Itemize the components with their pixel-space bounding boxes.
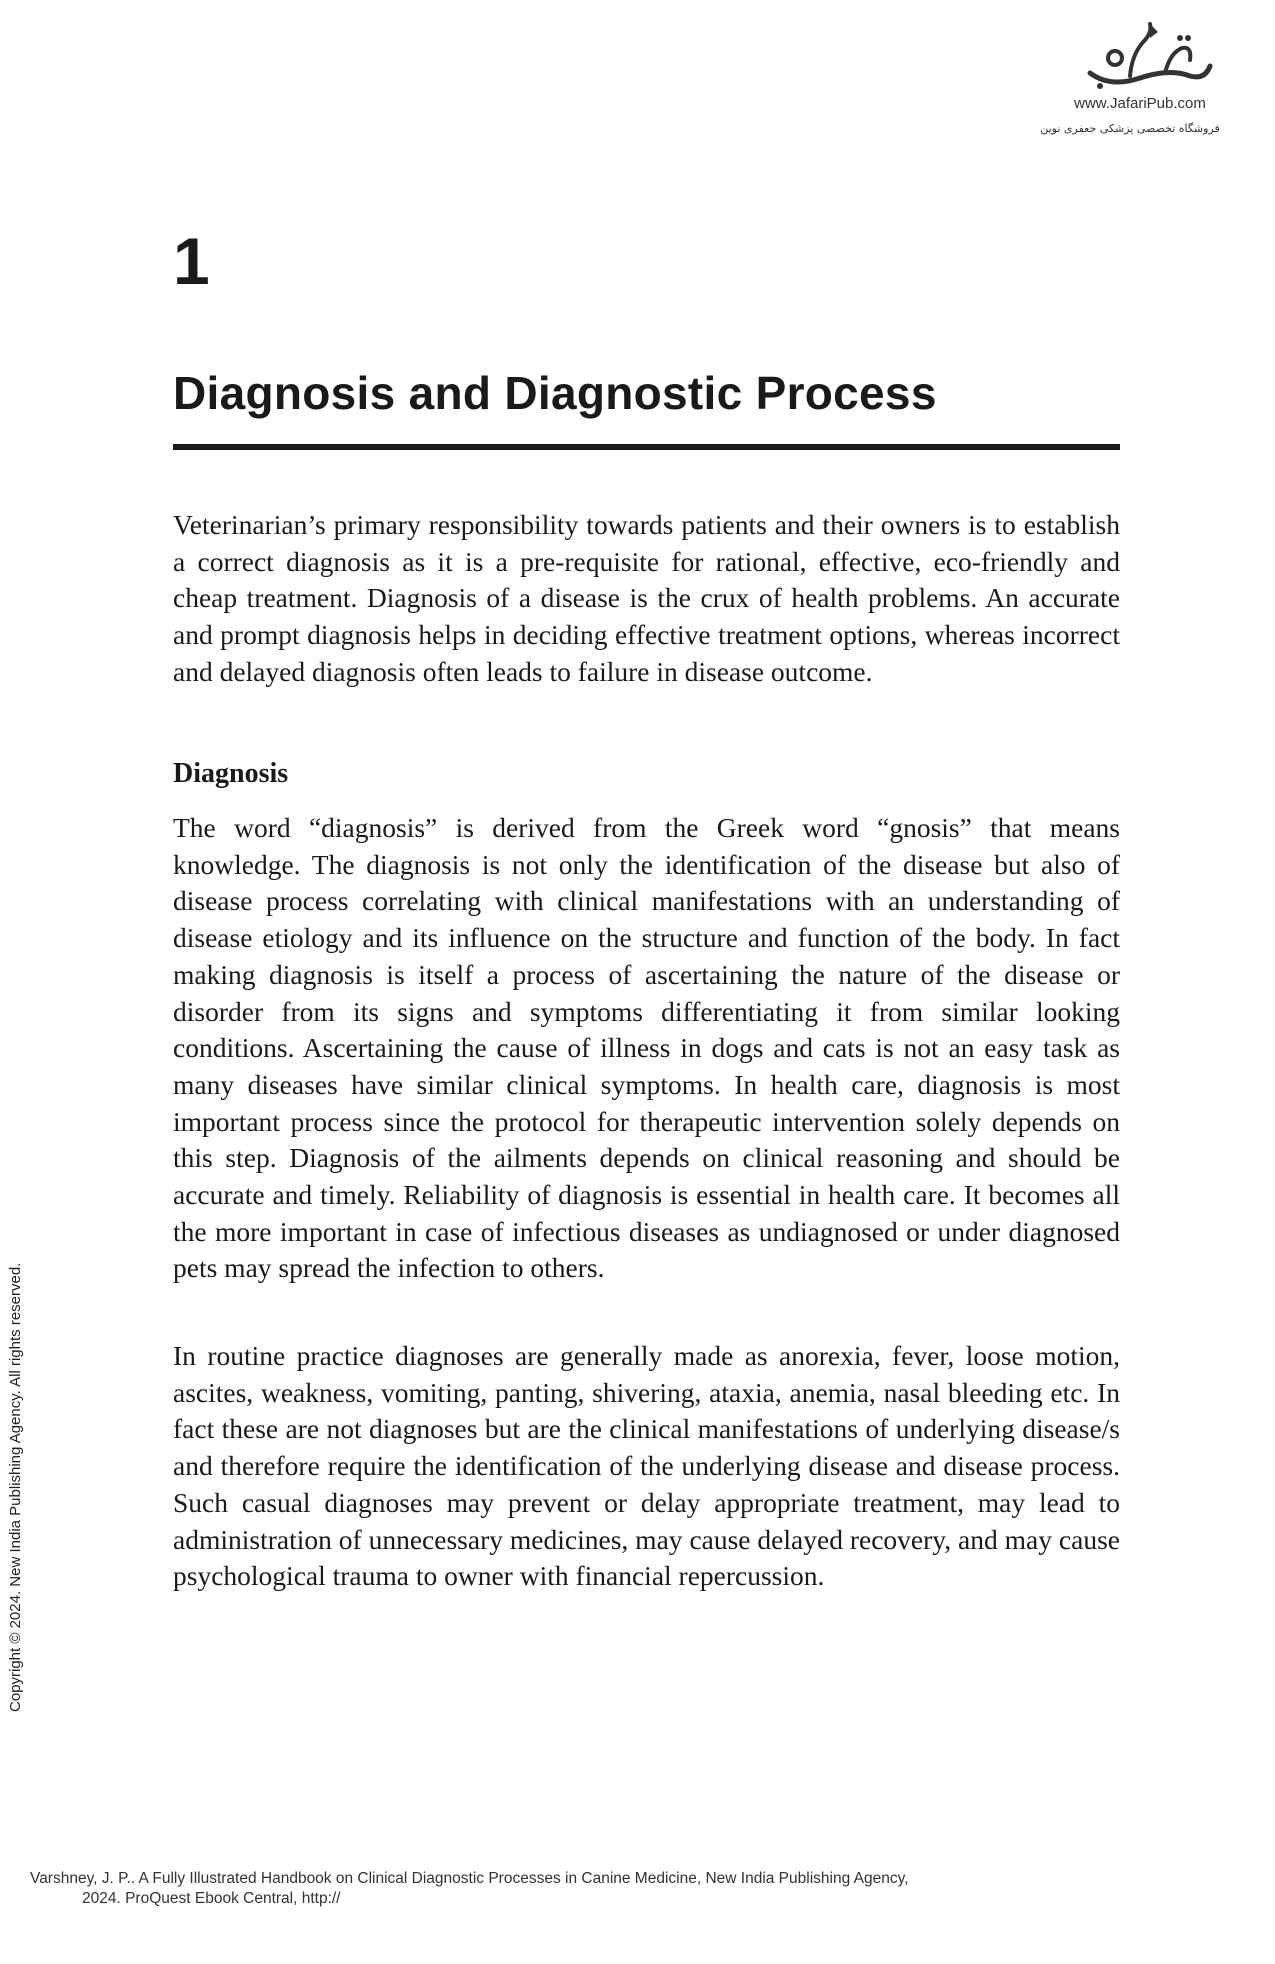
chapter-title: Diagnosis and Diagnostic Process (173, 367, 937, 419)
section-heading: Diagnosis (173, 758, 289, 789)
citation-line-1: Varshney, J. P.. A Fully Illustrated Handbook on Clinical Diagnostic Processes in Canine Medicine, New India Publishing Agency, (30, 1870, 909, 1887)
publisher-logo (1055, 18, 1235, 93)
chapter-number: 1 (173, 224, 210, 298)
citation-footer (30, 1869, 1030, 1909)
intro-paragraph: Veterinarian’s primary responsibility towards patients and their owners is to establish a correct diagnosis as it is a pre-requisite for rational, effective, eco-friendly and cheap treatment. Diagnosis of a disease is the crux of health problems. An accurate and prompt diagnosis helps in deciding effective treatment options, whereas incorrect and delayed diagnosis often leads to failure in disease outcome. (173, 509, 1120, 687)
side-copyright-notice: Copyright © 2024. New India Publishing Agency. All rights reserved. (7, 1262, 24, 1712)
publisher-url: www.JafariPub.com (1074, 95, 1206, 112)
section-paragraph-2: In routine practice diagnoses are generally made as anorexia, fever, loose motion, ascites, weakness, vomiting, panting, shivering, ataxia, anemia, nasal bleeding etc. In fact these are not diagnoses but are the clinical manifestations of underlying disease/s and therefore require the identification of the underlying disease and disease process. Such casual diagnoses may prevent or delay appropriate treatment, may lead to administration of unnecessary medicines, may cause delayed recovery, and may cause psychological trauma to owner with financial repercussion. (173, 1340, 1120, 1592)
section-paragraph-1: The word “diagnosis” is derived from the Greek word “gnosis” that means knowledge. The diagnosis is not only the identification of the disease but also of disease process correlating with clinical manifestations with an understanding of disease etiology and its influence on the structure and function of the body. In fact making diagnosis is itself a process of ascertaining the nature of the disease or disorder from its signs and symptoms differentiating it from similar looking conditions. Ascertaining the cause of illness in dogs and cats is not an easy task as many diseases have similar clinical symptoms. In health care, diagnosis is most important process since the protocol for therapeutic intervention solely depends on this step. Diagnosis of the ailments depends on clinical reasoning and should be accurate and timely. Reliability of diagnosis is essential in health care. It becomes all the more important in case of infectious diseases as undiagnosed or under diagnosed pets may spread the infection to others. (173, 812, 1120, 1284)
publisher-tagline: فروشگاه تخصصی پزشکی جعفری نوین (1040, 122, 1220, 135)
publisher-logo-mark-icon (1070, 18, 1220, 93)
citation-line-2: 2024. ProQuest Ebook Central, http:// (82, 1890, 341, 1907)
title-divider (173, 444, 1120, 450)
